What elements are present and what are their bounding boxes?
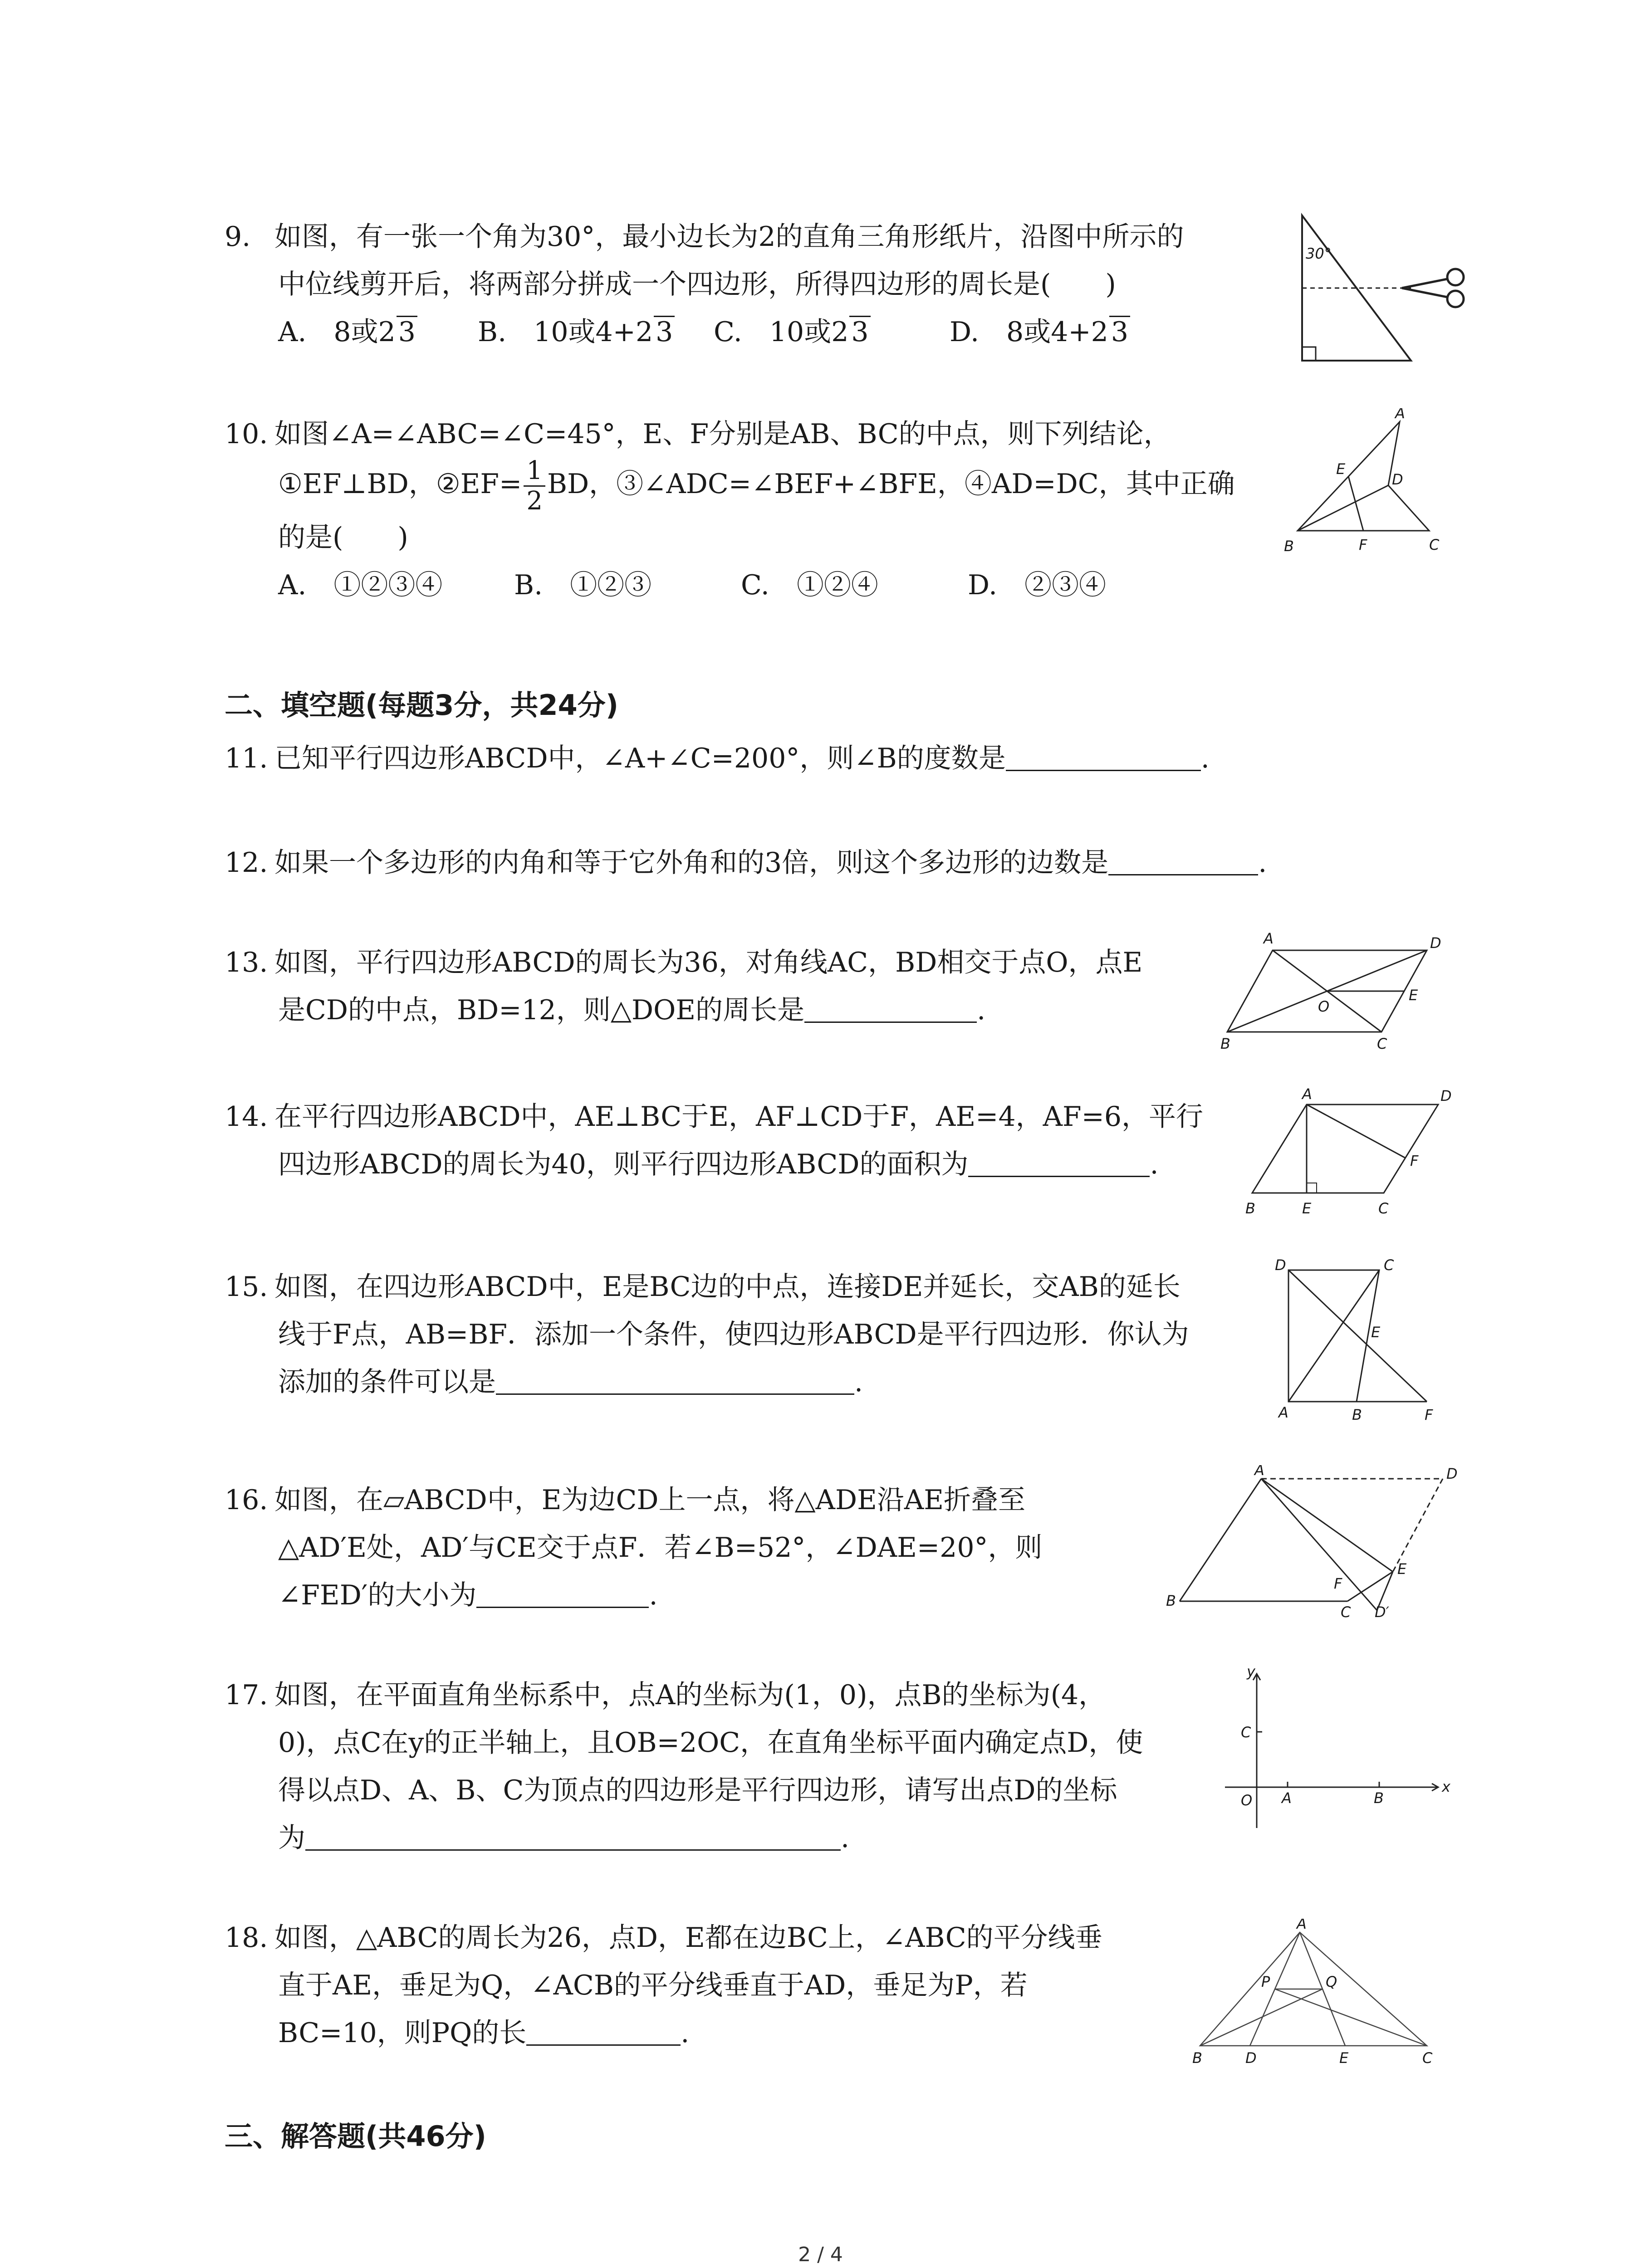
svg-text:F: F	[1334, 1575, 1342, 1592]
svg-text:C: C	[1384, 1256, 1394, 1274]
answer-blank[interactable]	[496, 1366, 854, 1395]
figure-q16	[1161, 1465, 1461, 1621]
answer-blank[interactable]	[476, 1579, 649, 1608]
question-text: 中位线剪开后，将两部分拼成一个四边形，所得四边形的周长是( )	[278, 269, 1116, 300]
svg-text:C: C	[1377, 1035, 1387, 1052]
svg-text:E: E	[1371, 1324, 1381, 1341]
svg-text:D: D	[1430, 934, 1441, 952]
question-text: 如图，在▱ABCD中，E为边CD上一点，将△ADE沿AE折叠至	[274, 1484, 1026, 1516]
triangle-figure	[1298, 206, 1488, 374]
svg-text:A: A	[1297, 1919, 1307, 1932]
question-text: 已知平行四边形ABCD中，∠A+∠C=200°，则∠B的度数是	[274, 743, 1006, 774]
question-number: 18.	[225, 1922, 268, 1954]
svg-text:C: C	[1429, 536, 1440, 553]
option-c: C. ①②④	[741, 569, 878, 601]
answer-blank[interactable]	[305, 1822, 841, 1851]
question-number: 14.	[225, 1101, 268, 1133]
question-text: 的是( )	[278, 522, 408, 553]
svg-text:A: A	[1395, 408, 1405, 422]
svg-text:B: B	[1284, 538, 1294, 555]
option-c: C. 10或2 3	[714, 308, 950, 356]
question-12: 12. 如果一个多边形的内角和等于它外角和的3倍，则这个多边形的边数是 .	[225, 839, 1323, 887]
svg-text:D: D	[1275, 1256, 1286, 1274]
question-text: △AD′E处，AD′与CE交于点F．若∠B=52°，∠DAE=20°，则	[278, 1532, 1043, 1564]
svg-text:E: E	[1339, 2049, 1349, 2067]
figure-q13	[1220, 930, 1456, 1054]
answer-blank[interactable]	[968, 1149, 1150, 1177]
figure-q17	[1220, 1665, 1456, 1848]
svg-text:C: C	[1341, 1603, 1351, 1619]
svg-text:B: B	[1166, 1592, 1176, 1609]
svg-text:O: O	[1241, 1792, 1253, 1809]
question-number: 13.	[225, 947, 268, 978]
svg-text:D: D	[1446, 1465, 1458, 1482]
question-18: 18. 如图，△ABC的周长为26，点D，E都在边BC上，∠ABC的平分线垂 直于AE，垂足为Q，∠ACB的平分线垂直于AD，垂足为P，若 BC=10，则PQ的长 .	[225, 1914, 1323, 2057]
svg-text:A: A	[1279, 1404, 1288, 1421]
section-heading: 三、解答题(共46分)	[225, 2120, 486, 2153]
option-a: A. 8或2 3	[278, 308, 478, 356]
svg-text:A: A	[1254, 1465, 1264, 1479]
svg-text:A: A	[1282, 1789, 1292, 1807]
question-text: 如果一个多边形的内角和等于它外角和的3倍，则这个多边形的边数是	[274, 847, 1109, 879]
svg-text:B: B	[1352, 1406, 1362, 1423]
section-heading: 二、填空题(每题3分，共24分)	[225, 689, 619, 722]
fraction: $\frac{1}{2}$	[524, 458, 545, 514]
question-number: 15.	[225, 1271, 268, 1303]
question-11: 11. 已知平行四边形ABCD中，∠A+∠C=200°，则∠B的度数是 .	[225, 735, 1323, 782]
figure-q14	[1234, 1086, 1461, 1229]
answer-blank[interactable]	[526, 2017, 681, 2046]
svg-text:B: B	[1192, 2049, 1202, 2067]
question-text: 0)，点C在y的正半轴上，且OB=2OC，在直角坐标平面内确定点D，使	[278, 1727, 1143, 1759]
answer-blank[interactable]	[804, 994, 977, 1023]
svg-text:Q: Q	[1326, 1973, 1337, 1990]
svg-text:B: B	[1245, 1200, 1255, 1217]
svg-text:D: D	[1245, 2049, 1257, 2067]
svg-text:E: E	[1302, 1200, 1312, 1217]
svg-text:A: A	[1302, 1086, 1312, 1103]
svg-text:x: x	[1442, 1778, 1450, 1795]
question-number: 11.	[225, 743, 268, 774]
question-text: 如图，△ABC的周长为26，点D，E都在边BC上，∠ABC的平分线垂	[274, 1922, 1102, 1954]
figure-q15	[1270, 1256, 1461, 1431]
question-text: 线于F点，AB=BF．添加一个条件，使四边形ABCD是平行四边形．你认为	[278, 1319, 1189, 1350]
svg-text:B: B	[1374, 1789, 1384, 1807]
svg-text:y: y	[1247, 1665, 1255, 1680]
svg-text:C: C	[1378, 1200, 1389, 1217]
options	[225, 308, 1323, 356]
option-d: D. 8或4+2 3	[950, 308, 1130, 356]
question-text: 如图∠A=∠ABC=∠C=45°，E、F分别是AB、BC的中点，则下列结论，	[274, 418, 1171, 450]
svg-text:E: E	[1336, 460, 1346, 478]
question-number: 10.	[225, 418, 268, 450]
svg-text:B: B	[1220, 1035, 1230, 1052]
page-number: 2 / 4	[798, 2243, 843, 2266]
svg-text:F: F	[1359, 536, 1367, 553]
svg-text:C: C	[1422, 2049, 1433, 2067]
svg-text:E: E	[1397, 1560, 1407, 1578]
options	[225, 562, 1323, 609]
question-number: 17.	[225, 1679, 268, 1711]
question-13: 13. 如图，平行四边形ABCD的周长为36，对角线AC，BD相交于点O，点E 是CD的中点，BD=12，则△DOE的周长是 .	[225, 939, 1323, 1034]
svg-text:P: P	[1261, 1973, 1270, 1990]
svg-text:D: D	[1440, 1087, 1452, 1105]
svg-text:F: F	[1410, 1152, 1419, 1169]
question-14: 14. 在平行四边形ABCD中，AE⊥BC于E，AF⊥CD于F，AE=4，AF=6，平行 四边形ABCD的周长为40，则平行四边形ABCD的面积为 .	[225, 1093, 1323, 1188]
option-a: A. ①②③④	[278, 569, 443, 601]
option-b: B. ①②③	[514, 569, 652, 601]
question-text: 如图，在四边形ABCD中，E是BC边的中点，连接DE并延长，交AB的延长	[274, 1271, 1181, 1303]
svg-text:F: F	[1425, 1406, 1433, 1423]
question-9	[225, 213, 1323, 356]
svg-text:E: E	[1409, 987, 1418, 1004]
option-b: B. 10或4+2 3	[478, 308, 714, 356]
option-d: D. ②③④	[968, 569, 1107, 601]
svg-text:A: A	[1264, 930, 1274, 947]
figure-q9	[1298, 206, 1488, 376]
question-text: 如图，在平面直角坐标系中，点A的坐标为(1，0)，点B的坐标为(4，	[274, 1679, 1106, 1711]
question-text: 如图，有一张一个角为30°，最小边长为2的直角三角形纸片，沿图中所示的	[274, 221, 1184, 253]
question-text: 直于AE，垂足为Q，∠ACB的平分线垂直于AD，垂足为P，若	[278, 1970, 1028, 2001]
scissors-icon	[1402, 269, 1464, 307]
question-10: 10. 如图∠A=∠ABC=∠C=45°，E、F分别是AB、BC的中点，则下列结论， ①EF⊥BD，②EF= $\frac{1}{2}$ BD，③∠ADC=∠BEF+∠BFE，④AD=DC，其中正确 的是( ) A. ①②③④ B. ①②③ C. ①②④ D. ②③④	[225, 411, 1323, 609]
svg-text:D: D	[1392, 471, 1403, 488]
svg-text:O: O	[1318, 998, 1330, 1015]
question-number: 16.	[225, 1484, 268, 1516]
question-text: 如图，平行四边形ABCD的周长为36，对角线AC，BD相交于点O，点E	[274, 947, 1143, 978]
question-number: 12.	[225, 847, 268, 879]
svg-text:D′: D′	[1375, 1603, 1389, 1619]
question-number: 9.	[225, 221, 251, 253]
answer-blank[interactable]	[1006, 743, 1201, 771]
question-16: 16. 如图，在▱ABCD中，E为边CD上一点，将△ADE沿AE折叠至 △AD′E处，AD′与CE交于点F．若∠B=52°，∠DAE=20°，则 ∠FED′的大小为 .	[225, 1476, 1323, 1619]
answer-blank[interactable]	[1108, 847, 1258, 875]
svg-text:C: C	[1241, 1724, 1251, 1741]
figure-q18	[1180, 1919, 1470, 2075]
figure-q10	[1270, 408, 1461, 564]
question-15: 15. 如图，在四边形ABCD中，E是BC边的中点，连接DE并延长，交AB的延长 线于F点，AB=BF．添加一个条件，使四边形ABCD是平行四边形．你认为 添加的条件可以是 .	[225, 1263, 1323, 1406]
angle-label: 30°	[1306, 245, 1332, 262]
question-text: 得以点D、A、B、C为顶点的四边形是平行四边形，请写出点D的坐标	[278, 1774, 1117, 1806]
question-17: 17. 如图，在平面直角坐标系中，点A的坐标为(1，0)，点B的坐标为(4， 0)，点C在y的正半轴上，且OB=2OC，在直角坐标平面内确定点D，使 得以点D、A、B、C为顶点的四边形是平行四边形，请写出点D的坐标 为 .	[225, 1672, 1323, 1862]
question-text: 在平行四边形ABCD中，AE⊥BC于E，AF⊥CD于F，AE=4，AF=6，平行	[274, 1101, 1204, 1133]
